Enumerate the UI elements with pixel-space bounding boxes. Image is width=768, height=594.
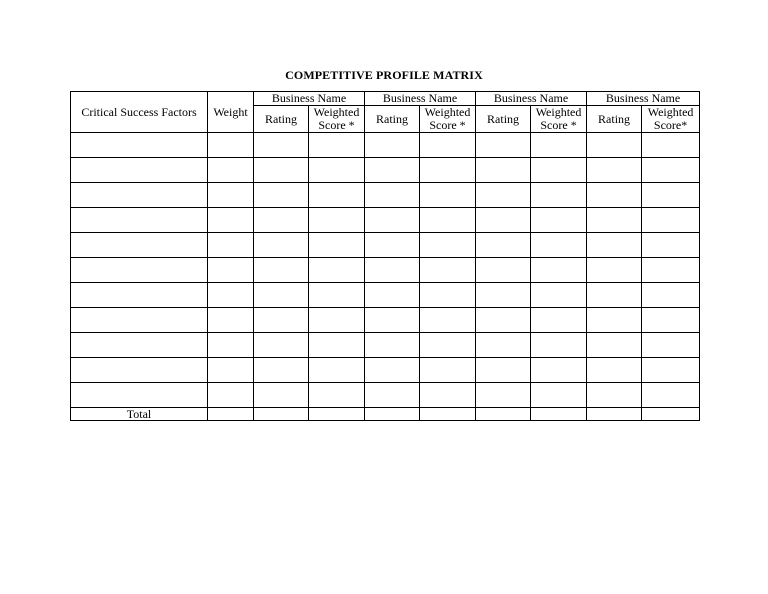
table-cell[interactable]	[365, 158, 420, 183]
table-cell[interactable]	[365, 333, 420, 358]
table-cell[interactable]	[587, 133, 642, 158]
table-cell	[420, 408, 476, 421]
table-cell[interactable]	[587, 383, 642, 408]
table-cell[interactable]	[531, 183, 587, 208]
table-cell[interactable]	[208, 308, 254, 333]
weighted-score-line1: Weighted	[535, 105, 582, 119]
table-cell[interactable]	[71, 133, 208, 158]
weighted-score-header-1	[309, 106, 365, 133]
table-cell[interactable]	[365, 258, 420, 283]
table-cell[interactable]	[365, 208, 420, 233]
table-cell[interactable]	[71, 283, 208, 308]
table-cell[interactable]	[208, 208, 254, 233]
table-row	[71, 233, 700, 258]
table-cell[interactable]	[531, 258, 587, 283]
table-cell[interactable]	[476, 133, 531, 158]
table-cell[interactable]	[642, 233, 700, 258]
table-cell[interactable]	[420, 208, 476, 233]
total-label: Total	[71, 408, 208, 421]
table-cell[interactable]	[420, 233, 476, 258]
table-cell[interactable]	[208, 283, 254, 308]
table-cell[interactable]	[587, 358, 642, 383]
weighted-score-line1: Weighted	[424, 105, 471, 119]
table-cell[interactable]	[208, 333, 254, 358]
table-cell[interactable]	[254, 308, 309, 333]
table-cell[interactable]	[365, 383, 420, 408]
table-cell[interactable]	[208, 258, 254, 283]
table-cell[interactable]	[642, 133, 700, 158]
table-cell[interactable]	[531, 133, 587, 158]
table-cell[interactable]	[309, 158, 365, 183]
table-cell[interactable]	[420, 158, 476, 183]
rating-header-1: Rating	[254, 106, 309, 133]
table-cell[interactable]	[254, 283, 309, 308]
table-row	[71, 208, 700, 233]
table-cell	[309, 408, 365, 421]
table-cell	[254, 408, 309, 421]
table-cell[interactable]	[309, 358, 365, 383]
table-cell[interactable]	[208, 158, 254, 183]
table-cell[interactable]	[642, 283, 700, 308]
table-cell[interactable]	[254, 258, 309, 283]
table-cell[interactable]	[642, 358, 700, 383]
table-cell[interactable]	[420, 283, 476, 308]
rating-header-4: Rating	[587, 106, 642, 133]
table-cell[interactable]	[531, 233, 587, 258]
table-cell[interactable]	[587, 233, 642, 258]
table-cell[interactable]	[420, 333, 476, 358]
table-row	[71, 133, 700, 158]
business-name-header-1: Business Name	[254, 92, 365, 106]
weighted-score-line1: Weighted	[313, 105, 360, 119]
weighted-score-line2: Score*	[653, 118, 688, 132]
table-cell[interactable]	[476, 158, 531, 183]
table-cell[interactable]	[642, 158, 700, 183]
table-cell[interactable]	[309, 133, 365, 158]
table-cell[interactable]	[309, 308, 365, 333]
rating-header-3: Rating	[476, 106, 531, 133]
table-cell[interactable]	[254, 133, 309, 158]
table-cell[interactable]	[531, 158, 587, 183]
table-row	[71, 308, 700, 333]
table-cell[interactable]	[476, 233, 531, 258]
table-cell[interactable]	[365, 183, 420, 208]
table-cell[interactable]	[642, 383, 700, 408]
table-row	[71, 258, 700, 283]
table-cell[interactable]	[309, 233, 365, 258]
table-cell	[642, 408, 700, 421]
table-cell[interactable]	[531, 383, 587, 408]
table-cell[interactable]	[476, 183, 531, 208]
table-cell[interactable]	[208, 383, 254, 408]
table-cell[interactable]	[587, 258, 642, 283]
table-cell[interactable]	[365, 308, 420, 333]
table-cell[interactable]	[420, 133, 476, 158]
table-cell[interactable]	[531, 333, 587, 358]
table-cell[interactable]	[476, 208, 531, 233]
table-cell[interactable]	[476, 258, 531, 283]
table-cell[interactable]	[476, 283, 531, 308]
table-cell[interactable]	[254, 383, 309, 408]
table-cell[interactable]	[71, 158, 208, 183]
table-cell	[365, 408, 420, 421]
table-cell	[587, 408, 642, 421]
table-cell[interactable]	[587, 158, 642, 183]
page-title: COMPETITIVE PROFILE MATRIX	[285, 68, 483, 82]
table-row	[71, 283, 700, 308]
table-cell[interactable]	[587, 283, 642, 308]
table-cell[interactable]	[642, 183, 700, 208]
table-cell	[208, 408, 254, 421]
competitive-profile-matrix-table	[70, 91, 700, 421]
table-cell[interactable]	[587, 333, 642, 358]
table-cell[interactable]	[642, 208, 700, 233]
table-cell[interactable]	[208, 183, 254, 208]
matrix-body	[71, 133, 700, 421]
table-cell[interactable]	[71, 233, 208, 258]
table-cell[interactable]	[309, 258, 365, 283]
table-cell[interactable]	[420, 383, 476, 408]
table-cell[interactable]	[365, 283, 420, 308]
table-cell[interactable]	[309, 183, 365, 208]
weighted-score-line1: Weighted	[647, 105, 694, 119]
table-cell[interactable]	[420, 183, 476, 208]
weighted-score-line2: Score *	[429, 118, 466, 132]
table-cell[interactable]	[71, 383, 208, 408]
table-cell	[531, 408, 587, 421]
table-row	[71, 158, 700, 183]
table-cell[interactable]	[587, 183, 642, 208]
table-cell	[476, 408, 531, 421]
table-cell[interactable]	[254, 358, 309, 383]
table-cell[interactable]	[71, 183, 208, 208]
table-cell[interactable]	[420, 308, 476, 333]
table-cell[interactable]	[420, 258, 476, 283]
table-cell[interactable]	[208, 358, 254, 383]
table-cell[interactable]	[71, 358, 208, 383]
weighted-score-line2: Score *	[318, 118, 355, 132]
table-cell[interactable]	[365, 233, 420, 258]
table-cell[interactable]	[476, 358, 531, 383]
table-cell[interactable]	[531, 308, 587, 333]
table-cell[interactable]	[476, 383, 531, 408]
critical-success-factors-header: Critical Success Factors	[71, 92, 208, 133]
table-cell[interactable]	[208, 233, 254, 258]
table-cell[interactable]	[476, 333, 531, 358]
table-cell[interactable]	[309, 383, 365, 408]
business-name-header-2: Business Name	[365, 92, 476, 106]
table-cell[interactable]	[71, 333, 208, 358]
table-cell[interactable]	[309, 283, 365, 308]
table-cell[interactable]	[587, 308, 642, 333]
weighted-score-line2: Score *	[540, 118, 577, 132]
table-cell[interactable]	[254, 158, 309, 183]
weight-header: Weight	[208, 92, 254, 133]
table-cell[interactable]	[531, 358, 587, 383]
table-cell[interactable]	[365, 358, 420, 383]
table-cell[interactable]	[254, 208, 309, 233]
table-cell[interactable]	[71, 208, 208, 233]
table-cell[interactable]	[254, 183, 309, 208]
table-row	[71, 383, 700, 408]
table-cell[interactable]	[642, 258, 700, 283]
table-cell[interactable]	[365, 133, 420, 158]
total-row	[71, 408, 700, 421]
table-cell[interactable]	[71, 308, 208, 333]
table-cell[interactable]	[71, 258, 208, 283]
business-name-header-4: Business Name	[587, 92, 700, 106]
rating-header-2: Rating	[365, 106, 420, 133]
table-cell[interactable]	[531, 283, 587, 308]
weighted-score-header-3	[531, 106, 587, 133]
table-row	[71, 183, 700, 208]
table-cell[interactable]	[642, 333, 700, 358]
table-cell[interactable]	[476, 308, 531, 333]
table-cell[interactable]	[208, 133, 254, 158]
table-cell[interactable]	[531, 208, 587, 233]
table-cell[interactable]	[587, 208, 642, 233]
table-cell[interactable]	[420, 358, 476, 383]
weighted-score-header-4	[642, 106, 700, 133]
table-cell[interactable]	[642, 308, 700, 333]
table-cell[interactable]	[254, 233, 309, 258]
business-name-header-3: Business Name	[476, 92, 587, 106]
table-row	[71, 358, 700, 383]
table-row	[71, 333, 700, 358]
table-cell[interactable]	[309, 208, 365, 233]
weighted-score-header-2	[420, 106, 476, 133]
table-cell[interactable]	[309, 333, 365, 358]
table-cell[interactable]	[254, 333, 309, 358]
